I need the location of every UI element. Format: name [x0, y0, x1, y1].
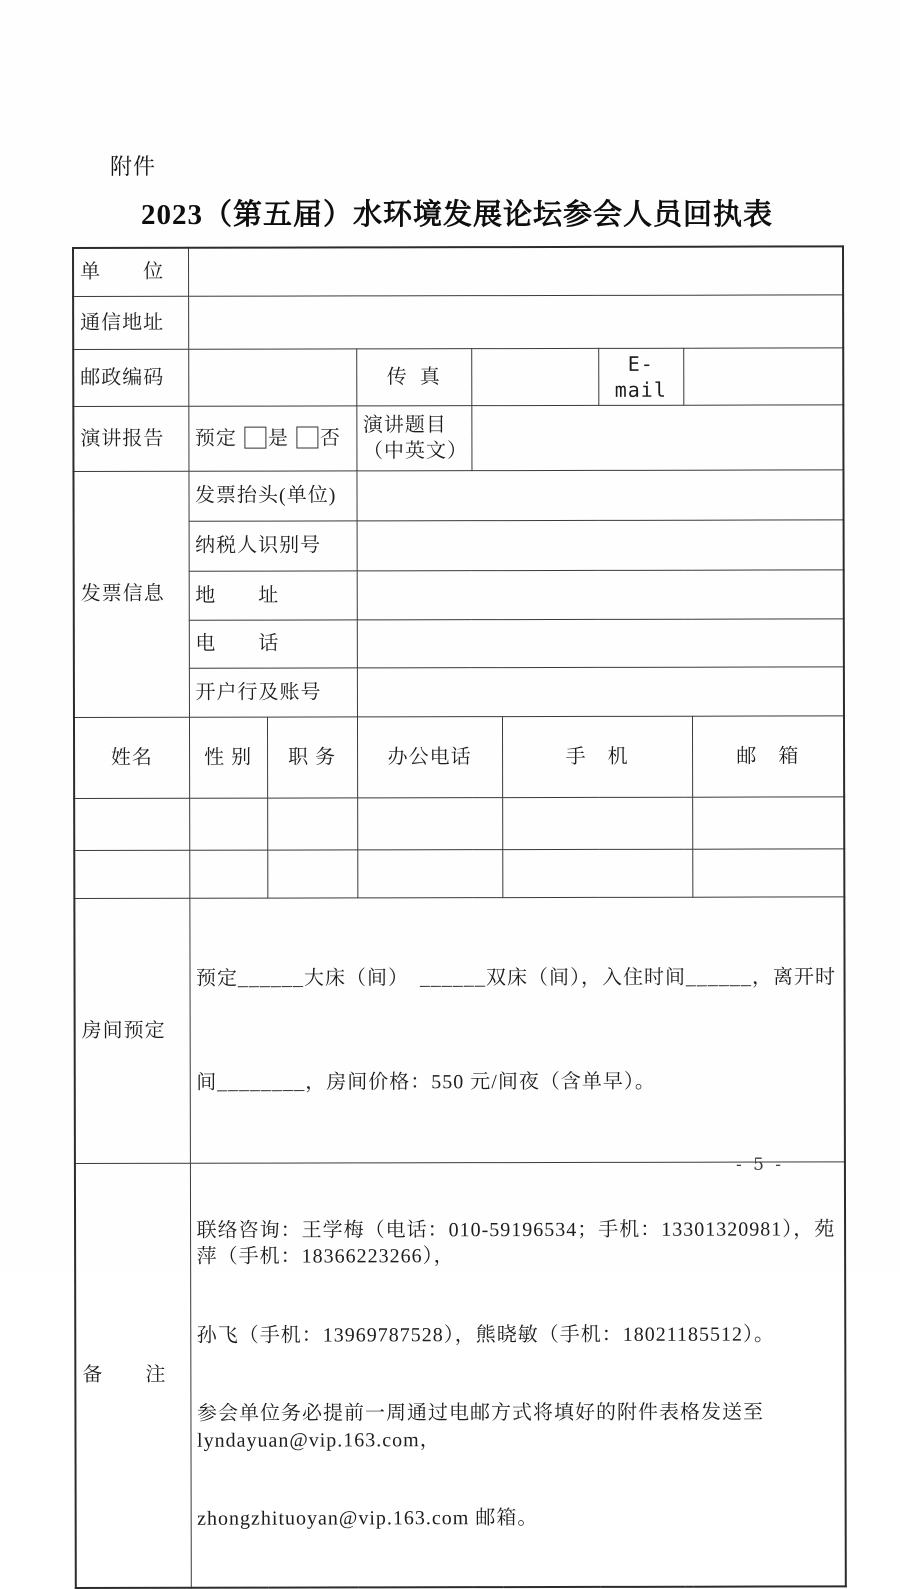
speech-topic-value-cell	[471, 404, 843, 470]
unit-value-cell	[188, 246, 843, 295]
speech-yes-label: 是	[267, 427, 289, 450]
page-number: - 5 -	[735, 1155, 785, 1175]
empty-mobile-cell	[502, 849, 692, 897]
invoice-row-phone	[74, 618, 844, 668]
empty-mobile-cell	[502, 797, 692, 849]
speech-label: 演讲报告	[73, 406, 188, 471]
header-mobile: 手 机	[502, 716, 692, 797]
invoice-address-value-cell	[357, 569, 844, 619]
empty-name-cell	[74, 798, 189, 850]
invoice-taxid-value-cell	[357, 519, 844, 570]
remark-line-2: 孙飞（手机：13969787528），熊晓敏（手机：18021185512）。	[196, 1323, 776, 1347]
room-row	[74, 896, 845, 1163]
invoice-phone-label: 电 话	[189, 619, 357, 667]
invoice-head-value-cell	[356, 469, 843, 520]
speech-topic-line1: 演讲题目	[362, 413, 447, 436]
address-label: 通信地址	[73, 296, 188, 349]
email-value-cell	[683, 347, 843, 404]
unit-label: 单 位	[73, 248, 188, 296]
email-label: E-mail	[598, 348, 683, 405]
remark-label: 备 注	[75, 1163, 191, 1588]
invoice-bank-value-cell	[357, 666, 844, 716]
checkbox-no-icon	[296, 426, 318, 448]
speech-no-label: 否	[319, 426, 341, 449]
invoice-address-label: 地 址	[189, 570, 357, 619]
reply-form-table	[72, 245, 847, 1588]
room-line-1: 预定______大床（间） ______双床（间），入住时间______，离开时	[196, 965, 837, 990]
empty-position-cell	[267, 849, 357, 897]
postcode-fax-email-row	[73, 347, 843, 406]
empty-office-phone-cell	[357, 849, 502, 897]
people-header-row	[74, 715, 844, 798]
page-title: 2023（第五届）水环境发展论坛参会人员回执表	[140, 199, 773, 231]
speech-reserve-prefix: 预定	[194, 427, 237, 450]
remark-line-1: 联络咨询：王学梅（电话：010-59196534；手机：13301320981），苑萍（手机：18366223266），	[196, 1217, 836, 1268]
remark-row	[75, 1161, 846, 1587]
address-row	[73, 294, 843, 349]
invoice-label: 发票信息	[73, 471, 189, 717]
empty-gender-cell	[189, 850, 267, 898]
invoice-row-address	[74, 569, 844, 620]
invoice-head-label: 发票抬头(单位)	[188, 470, 356, 520]
remark-line-3: 参会单位务必提前一周通过电邮方式将填好的附件表格发送至 lyndayuan@vip.163.com，	[196, 1401, 770, 1452]
invoice-bank-label: 开户行及账号	[189, 667, 357, 716]
room-content-cell	[189, 896, 845, 1162]
empty-gender-cell	[189, 798, 267, 850]
speech-topic-line2: （中英文）	[362, 439, 468, 462]
speech-reserve-cell	[188, 405, 356, 470]
header-gender: 性 别	[189, 717, 267, 798]
invoice-row-title	[73, 469, 843, 521]
empty-position-cell	[267, 797, 357, 849]
invoice-row-bank	[74, 666, 844, 717]
address-value-cell	[188, 294, 843, 348]
invoice-phone-value-cell	[357, 618, 844, 667]
remark-content-cell	[190, 1161, 846, 1587]
empty-office-phone-cell	[357, 797, 502, 849]
empty-email-cell	[692, 796, 844, 848]
empty-name-cell	[74, 850, 189, 898]
room-line-2: 间________，房间价格：550 元/间夜（含单早）。	[196, 1070, 656, 1094]
invoice-row-taxid	[74, 519, 844, 571]
room-label: 房间预定	[74, 898, 190, 1163]
header-office-phone: 办公电话	[357, 716, 502, 797]
checkbox-yes-icon	[244, 426, 266, 448]
fax-label: 传 真	[356, 348, 471, 405]
people-empty-row-2	[74, 848, 844, 898]
empty-email-cell	[692, 848, 844, 896]
header-position: 职 务	[267, 716, 357, 797]
remark-line-4: zhongzhituoyan@vip.163.com 邮箱。	[197, 1507, 539, 1530]
people-empty-row-1	[74, 796, 844, 850]
attachment-label: 附件	[110, 154, 157, 179]
header-name: 姓名	[74, 717, 189, 798]
speech-row	[73, 404, 843, 471]
fax-value-cell	[471, 348, 598, 405]
postcode-label: 邮政编码	[73, 349, 188, 406]
speech-topic-label-cell	[356, 405, 471, 470]
header-email: 邮 箱	[692, 715, 844, 796]
postcode-value-cell	[188, 348, 356, 405]
unit-row	[73, 246, 843, 296]
invoice-taxid-label: 纳税人识别号	[189, 520, 357, 570]
